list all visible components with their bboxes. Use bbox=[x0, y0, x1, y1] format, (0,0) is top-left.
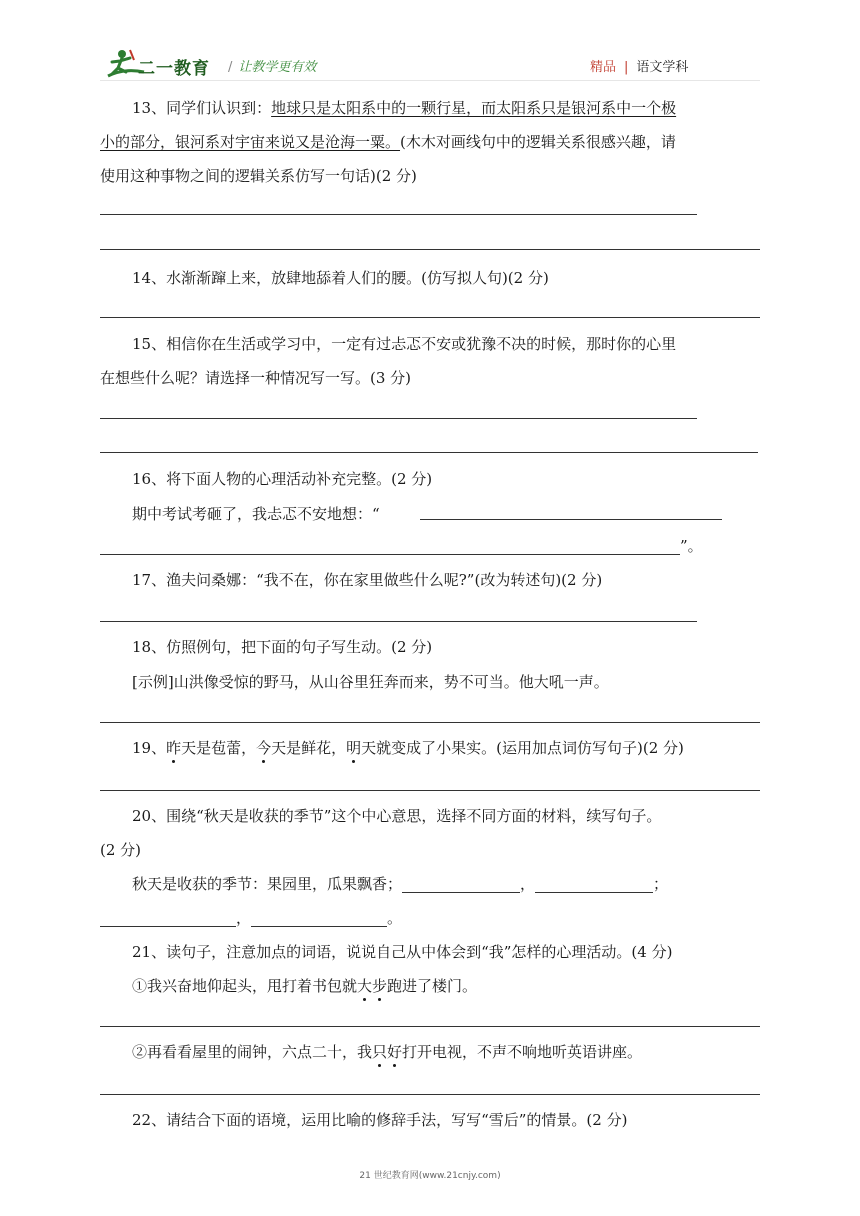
dotted-char: 昨 bbox=[166, 739, 182, 757]
q16-line2: 期中考试考砸了，我忐忑不安地想：“ bbox=[132, 505, 380, 523]
logo-text: 二一教育 bbox=[138, 59, 210, 79]
slogan-text: 让教学更有效 bbox=[238, 60, 317, 75]
answer-line[interactable] bbox=[100, 452, 758, 453]
q13-line1: 13、同学们认识到：地球只是太阳系中的一颗行星，而太阳系只是银河系中一个极 bbox=[132, 99, 677, 117]
q15-line1: 15、相信你在生活或学习中，一定有过忐忑不安或犹豫不决的时候，那时你的心里 bbox=[132, 335, 677, 353]
q13-line2: 小的部分，银河系对宇宙来说又是沧海一粟。(木木对画线句中的逻辑关系很感兴趣，请 bbox=[100, 133, 676, 151]
q21-line1: 21、读句子，注意加点的词语，说说自己从中体会到“我”怎样的心理活动。(4 分) bbox=[132, 943, 673, 961]
dotted-char: 大 bbox=[357, 977, 373, 995]
q21-sentence2: ②再看看屋里的闹钟，六点二十，我只好打开电视，不声不响地听英语讲座。 bbox=[132, 1043, 643, 1061]
header-divider bbox=[100, 80, 760, 81]
answer-line[interactable] bbox=[100, 317, 760, 318]
dotted-char: 明 bbox=[346, 739, 362, 757]
q18-line1: 18、仿照例句，把下面的句子写生动。(2 分) bbox=[132, 638, 433, 656]
q16-line1: 16、将下面人物的心理活动补充完整。(2 分) bbox=[132, 470, 433, 488]
fill-blank[interactable] bbox=[251, 910, 387, 927]
q15-line2: 在想些什么呢？请选择一种情况写一写。(3 分) bbox=[100, 369, 412, 387]
answer-line[interactable] bbox=[100, 249, 760, 250]
header-right: 精品 | 语文学科 bbox=[590, 60, 689, 75]
q20-line3: 秋天是收获的季节：果园里，瓜果飘香； ， ； bbox=[132, 875, 669, 893]
q17-text: 17、渔夫问桑娜：“我不在，你在家里做些什么呢?”(改为转述句)(2 分) bbox=[132, 571, 603, 589]
q16-closing-quote: ”。 bbox=[680, 537, 703, 555]
quality-label: 精品 bbox=[590, 60, 617, 75]
q13-underlined-a: 地球只是太阳系中的一颗行星，而太阳系只是银河系中一个极 bbox=[271, 99, 677, 117]
dotted-char: 只 bbox=[372, 1043, 388, 1061]
slogan: / 让教学更有效 bbox=[228, 60, 317, 75]
q13-line3: 使用这种事物之间的逻辑关系仿写一句话)(2 分) bbox=[100, 167, 417, 185]
dotted-char: 步 bbox=[372, 977, 388, 995]
q20-line4: ， 。 bbox=[100, 908, 402, 928]
answer-line[interactable] bbox=[100, 554, 680, 555]
answer-line[interactable] bbox=[100, 722, 760, 723]
fill-blank[interactable] bbox=[535, 876, 653, 893]
fill-blank[interactable] bbox=[402, 876, 520, 893]
q20-line1: 20、围绕“秋天是收获的季节”这个中心意思，选择不同方面的材料，续写句子。 bbox=[132, 807, 662, 825]
q18-example: [示例]山洪像受惊的野马，从山谷里狂奔而来，势不可当。他大吼一声。 bbox=[132, 673, 609, 691]
q20-line2: (2 分) bbox=[100, 841, 142, 859]
dotted-char: 今 bbox=[256, 739, 272, 757]
q21-sentence1: ①我兴奋地仰起头，甩打着书包就大步跑进了楼门。 bbox=[132, 977, 478, 995]
q13-underlined-b: 小的部分，银河系对宇宙来说又是沧海一粟。 bbox=[100, 133, 401, 151]
answer-line[interactable] bbox=[100, 621, 697, 622]
answer-line[interactable] bbox=[100, 1094, 760, 1095]
fill-blank[interactable] bbox=[100, 910, 236, 927]
answer-line[interactable] bbox=[420, 519, 722, 520]
answer-line[interactable] bbox=[100, 790, 760, 791]
q14-text: 14、水渐渐蹿上来，放肆地舔着人们的腰。(仿写拟人句)(2 分) bbox=[132, 269, 549, 287]
dotted-char: 好 bbox=[387, 1043, 403, 1061]
page-header bbox=[0, 0, 860, 80]
subject-label: 语文学科 bbox=[636, 60, 689, 75]
answer-line[interactable] bbox=[100, 1026, 760, 1027]
answer-line[interactable] bbox=[100, 418, 697, 419]
q19-text: 19、昨天是苞蕾，今天是鲜花，明天就变成了小果实。(运用加点词仿写句子)(2 分) bbox=[132, 739, 684, 757]
page-footer: 21 世纪教育网(www.21cnjy.com) bbox=[359, 1171, 501, 1181]
q22-text: 22、请结合下面的语境，运用比喻的修辞手法，写写“雪后”的情景。(2 分) bbox=[132, 1111, 628, 1129]
answer-line[interactable] bbox=[100, 214, 697, 215]
